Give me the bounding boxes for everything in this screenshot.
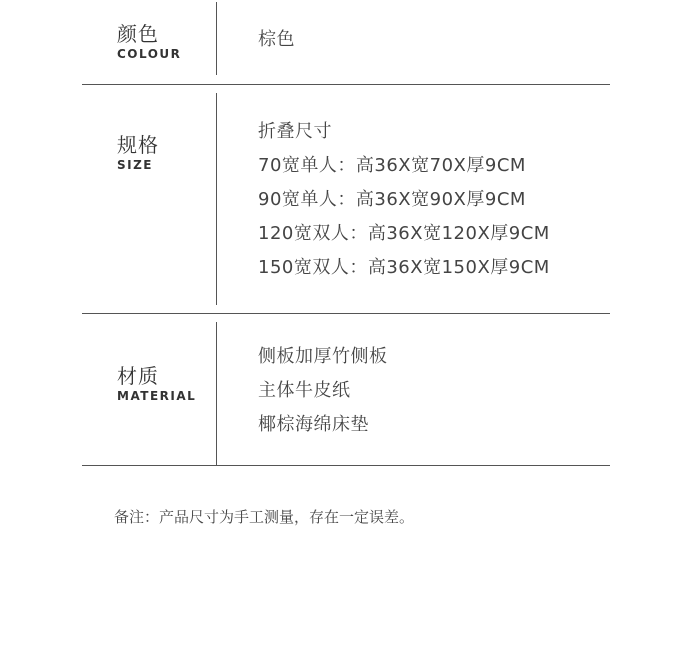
spec-row-material [82,314,610,466]
label-cn: 颜色 [117,22,159,46]
label-en: MATERIAL [117,389,197,403]
value-line: 折叠尺寸 [258,121,332,142]
value-line: 主体牛皮纸 [258,380,351,401]
label-cn: 规格 [117,133,159,157]
value-line: 椰棕海绵床垫 [258,414,369,435]
label-en: COLOUR [117,47,182,61]
footnote: 备注：产品尺寸为手工测量，存在一定误差。 [114,508,415,526]
value-line: 120宽双人：高36X宽120X厚9CM [258,223,550,244]
spec-values-colour [258,23,295,57]
row-divider-vertical [216,322,217,465]
spec-label-size [117,133,159,173]
row-divider-vertical [216,2,217,75]
spec-label-material [117,364,196,404]
row-divider-horizontal [82,465,610,466]
spec-values-material [258,340,388,442]
label-cn: 材质 [117,364,159,388]
value-line: 90宽单人：高36X宽90X厚9CM [258,189,526,210]
spec-label-colour [117,22,181,62]
spec-table [82,0,610,466]
label-en: SIZE [117,158,154,172]
spec-row-size [82,85,610,314]
spec-values-size [258,115,550,285]
value-line: 70宽单人：高36X宽70X厚9CM [258,155,526,176]
value-line: 棕色 [258,29,295,50]
row-divider-vertical [216,93,217,305]
value-line: 侧板加厚竹侧板 [258,346,388,367]
value-line: 150宽双人：高36X宽150X厚9CM [258,257,550,278]
spec-row-colour [82,0,610,85]
